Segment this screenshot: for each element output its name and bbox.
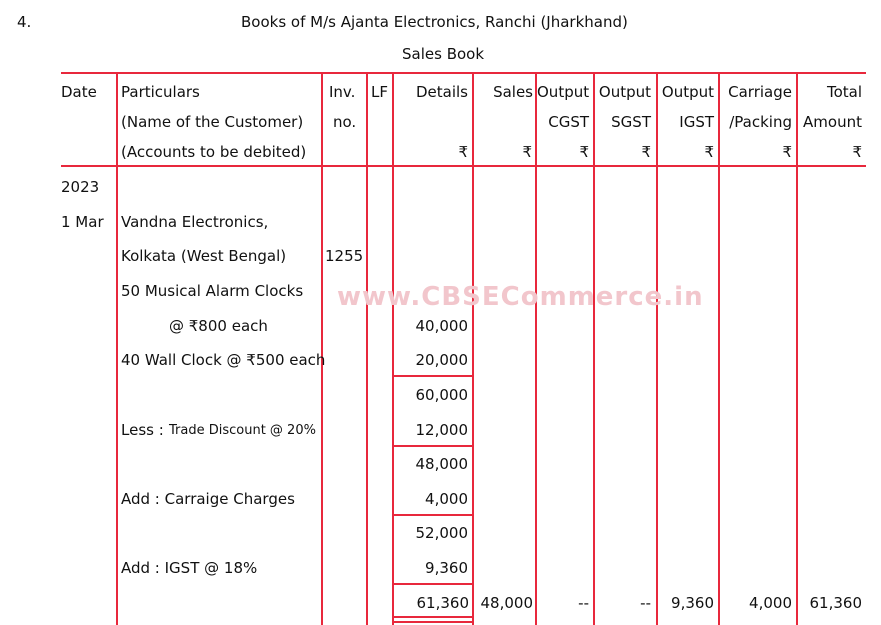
watermark: www.CBSECommerce.in [337, 282, 704, 312]
subtotal-rule-3 [392, 514, 472, 516]
header-total-currency: ₹ [852, 143, 862, 161]
after-discount-amount: 48,000 [415, 455, 468, 473]
customer-name: Vandna Electronics, [121, 213, 269, 231]
total-amount: 61,360 [809, 594, 862, 612]
header-inv: Inv. [329, 83, 356, 101]
col-divider-particulars [321, 72, 323, 625]
entry-year: 2023 [61, 178, 100, 196]
igst-amount: 9,360 [671, 594, 714, 612]
header-date: Date [61, 83, 97, 101]
header-carriage: Carriage [728, 83, 792, 101]
subtotal-rule-2 [392, 445, 472, 447]
entry-date: 1 Mar [61, 213, 104, 231]
header-lf: LF [371, 83, 388, 101]
final-details-amount: 61,360 [416, 594, 469, 612]
header-sgst: Output [598, 83, 651, 101]
header-particulars-sub2: (Accounts to be debited) [121, 143, 307, 161]
header-sgst-sub: SGST [611, 113, 651, 131]
col-divider-date [116, 72, 118, 625]
item1-description: 50 Musical Alarm Clocks [121, 282, 304, 300]
trade-discount-text: Trade Discount @ 20% [169, 423, 316, 438]
carriage-charges-amount: 4,000 [425, 490, 468, 508]
trade-discount-amount: 12,000 [415, 421, 468, 439]
carriage-amount: 4,000 [749, 594, 792, 612]
question-number: 4. [17, 13, 32, 31]
cgst-amount: -- [578, 594, 589, 612]
page-title: Books of M/s Ajanta Electronics, Ranchi (Jharkhand) [241, 13, 628, 31]
table-top-rule [61, 72, 866, 74]
header-inv-no: no. [333, 113, 357, 131]
header-particulars-sub1: (Name of the Customer) [121, 113, 304, 131]
item2-description: 40 Wall Clock @ ₹500 each [121, 351, 326, 369]
header-total-sub: Amount [803, 113, 862, 131]
header-cgst: Output [537, 83, 590, 101]
header-carriage-currency: ₹ [782, 143, 792, 161]
item1-rate: @ ₹800 each [169, 317, 268, 335]
header-details: Details [415, 83, 468, 101]
header-sales-currency: ₹ [522, 143, 532, 161]
subtotal-amount: 60,000 [415, 386, 468, 404]
subtotal-rule-4 [392, 583, 472, 585]
header-cgst-currency: ₹ [579, 143, 589, 161]
customer-location: Kolkata (West Bengal) [121, 247, 287, 265]
header-bottom-rule [61, 165, 866, 167]
invoice-number: 1255 [325, 247, 364, 265]
book-subtitle: Sales Book [402, 45, 485, 63]
total-rule-a [392, 616, 472, 618]
add-igst-label: Add : IGST @ 18% [121, 559, 258, 577]
header-cgst-sub: CGST [548, 113, 589, 131]
header-sales: Sales [493, 83, 533, 101]
header-details-currency: ₹ [458, 143, 468, 161]
add-carriage-label: Add : Carraige Charges [121, 490, 295, 508]
col-divider-inv [366, 72, 368, 625]
igst-detail-amount: 9,360 [425, 559, 468, 577]
less-label: Less : [121, 421, 164, 439]
total-rule-b [392, 621, 472, 623]
header-total: Total [826, 83, 862, 101]
header-sgst-currency: ₹ [641, 143, 651, 161]
header-igst-currency: ₹ [704, 143, 714, 161]
sales-amount: 48,000 [480, 594, 533, 612]
header-igst: Output [661, 83, 714, 101]
header-carriage-sub: /Packing [729, 113, 792, 131]
subtotal2-amount: 52,000 [415, 524, 468, 542]
header-particulars: Particulars [121, 83, 200, 101]
subtotal-rule-1 [392, 375, 472, 377]
sgst-amount: -- [640, 594, 651, 612]
item2-amount: 20,000 [415, 351, 468, 369]
item1-amount: 40,000 [415, 317, 468, 335]
header-igst-sub: IGST [679, 113, 714, 131]
